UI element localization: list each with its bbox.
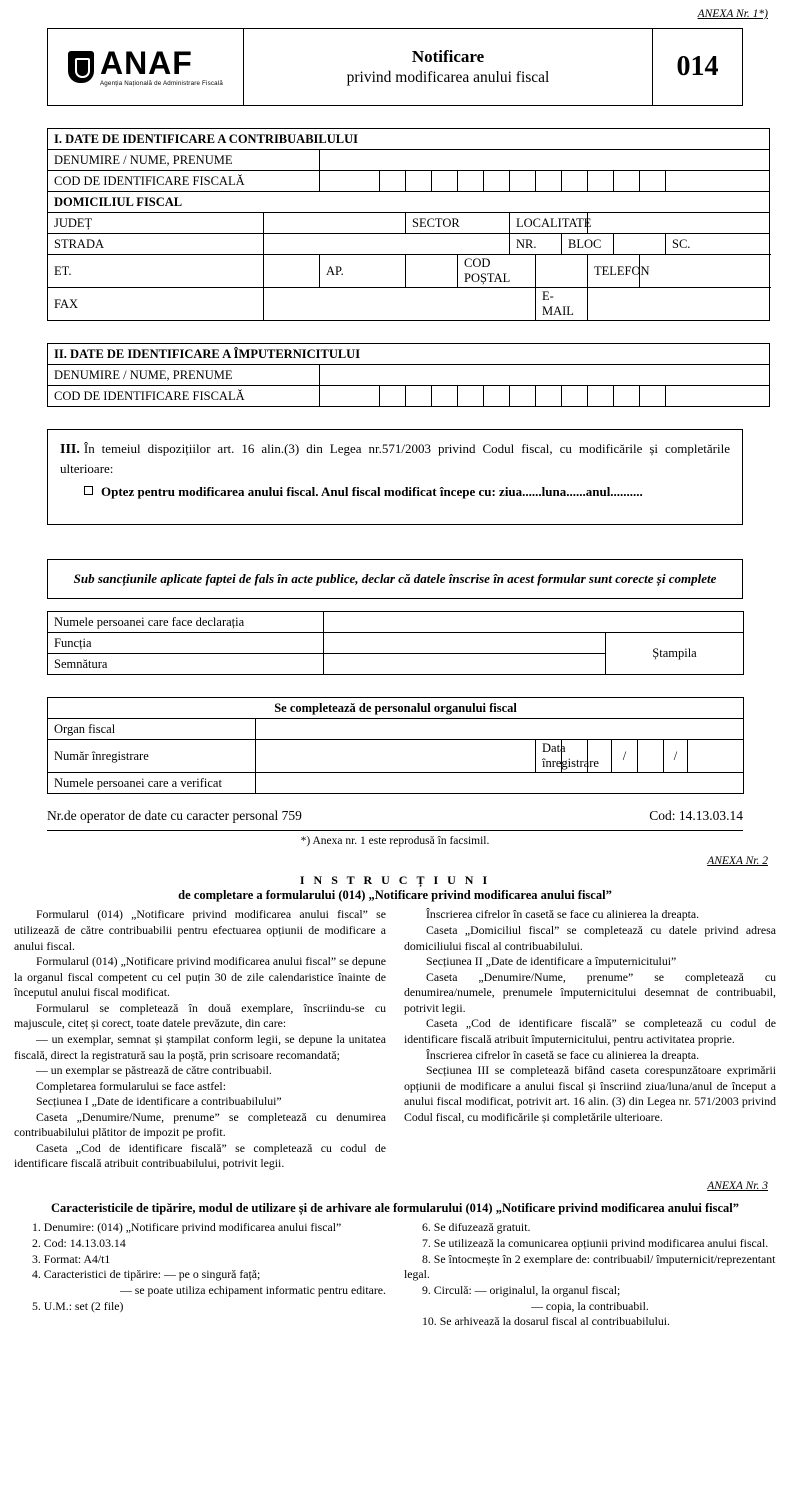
cif-box[interactable] <box>510 171 536 192</box>
ap-input[interactable] <box>406 255 458 288</box>
cif-box[interactable] <box>562 171 588 192</box>
rep-cif-label: COD DE IDENTIFICARE FISCALĂ <box>48 386 320 407</box>
instruction-paragraph: — un exemplar se păstrează de către contribuabil. <box>36 1063 272 1078</box>
checkbox-icon[interactable] <box>84 486 93 495</box>
characteristics-item: 7. Se utilizează la comunicarea opțiunii privind modificarea anului fiscal. <box>422 1235 769 1250</box>
section-3-intro: În temeiul dispozițiilor art. 16 alin.(3) din Legea nr.571/2003 privind Codul fiscal, cu modificările și completările ulterioare: <box>60 441 730 476</box>
characteristics-item: 5. U.M.: set (2 file) <box>32 1298 124 1313</box>
instructions-subtitle: de completare a formularului (014) „Notificare privind modificarea anului fiscal” <box>178 888 612 903</box>
signer-signature-input[interactable] <box>324 654 606 675</box>
verificator-input[interactable] <box>256 773 744 794</box>
form-code: 014 <box>652 29 742 105</box>
anaf-logo <box>48 29 244 105</box>
rep-cif-filler <box>320 386 380 407</box>
instructions-columns <box>14 907 776 1172</box>
strada-row <box>48 234 770 255</box>
organ-label: Organ fiscal <box>48 719 256 740</box>
telefon-input[interactable] <box>640 255 770 288</box>
bloc-input[interactable] <box>614 234 666 255</box>
email-input[interactable] <box>588 288 770 321</box>
telefon-label: TELEFON <box>588 255 640 288</box>
logo-subtitle: Agenția Națională de Administrare Fiscală <box>99 79 224 87</box>
cif-box[interactable] <box>484 171 510 192</box>
data-box-year[interactable] <box>688 740 744 773</box>
domicile-label: DOMICILIUL FISCAL <box>48 192 770 213</box>
signer-function-label: Funcția <box>48 633 324 654</box>
cif-box[interactable] <box>432 171 458 192</box>
declaration-text: Sub sancțiunile aplicate faptei de fals în acte publice, declar că datele înscrise în acest formular sunt corecte și complete <box>73 571 717 587</box>
strada-input[interactable] <box>264 234 510 255</box>
section-3-numeral: III. <box>60 442 80 457</box>
judet-row <box>48 213 770 234</box>
bloc-label: BLOC <box>562 234 614 255</box>
instruction-paragraph: Caseta „Denumire/Nume, prenume” se completează cu denumirea contribuabilului plătitor de impozit pe profit. <box>14 1109 386 1140</box>
characteristics-columns <box>14 1220 776 1330</box>
rep-cif-box[interactable] <box>588 386 614 407</box>
sc-label: SC. <box>666 234 770 255</box>
signer-name-row <box>48 612 744 633</box>
fax-input[interactable] <box>264 288 536 321</box>
signer-name-input[interactable] <box>324 612 744 633</box>
signer-function-input[interactable] <box>324 633 606 654</box>
et-label: ET. <box>48 255 264 288</box>
rep-cif-box[interactable] <box>380 386 406 407</box>
judet-input[interactable] <box>264 213 406 234</box>
rep-cif-box[interactable] <box>432 386 458 407</box>
instruction-paragraph: Secțiunea I „Date de identificare a contribuabilului” <box>36 1094 282 1109</box>
instruction-paragraph: Caseta „Denumire/Nume, prenume” se completează cu denumirea/numele, prenumele împuternicitului desemnat de contribuabil, potrivit legii. <box>404 969 776 1015</box>
form-header <box>47 28 743 106</box>
characteristics-item: 10. Se arhivează la dosarul fiscal al contribuabilului. <box>422 1314 670 1329</box>
localitate-input[interactable] <box>588 213 770 234</box>
cif-box-last[interactable] <box>666 171 770 192</box>
numar-input[interactable] <box>256 740 536 773</box>
stamp-label: Ștampila <box>606 633 744 675</box>
section-2-title-row <box>48 344 770 365</box>
nr-label: NR. <box>510 234 562 255</box>
name-label: DENUMIRE / NUME, PRENUME <box>48 150 320 171</box>
name-input[interactable] <box>320 150 770 171</box>
ap-label: AP. <box>320 255 406 288</box>
anexa-3-label: ANEXA Nr. 3 <box>707 1180 768 1193</box>
spacer <box>0 599 790 611</box>
localitate-label: LOCALITATE <box>510 213 588 234</box>
signer-signature-label: Semnătura <box>48 654 324 675</box>
instruction-paragraph: Secțiunea III se completează bifând caseta corespunzătoare exprimării opțiunii de modificare a anului fiscal și înscriind ziua/luna/anul de început a anului fiscal modificat, potrivit art. 16 alin. (3) din Legea nr. 571/2003 privind Codul fiscal, cu modificările și completările ulterioare. <box>404 1063 776 1124</box>
characteristics-item: 9. Circulă: — originalul, la organul fiscal; <box>422 1283 621 1298</box>
rep-name-input[interactable] <box>320 365 770 386</box>
data-label: Data înregistrare <box>542 741 599 771</box>
characteristics-item: — se poate utiliza echipament informatic pentru editare. <box>120 1283 386 1298</box>
rep-cif-box[interactable] <box>562 386 588 407</box>
strada-label: STRADA <box>48 234 264 255</box>
rep-cif-box[interactable] <box>458 386 484 407</box>
operator-note: Nr.de operator de date cu caracter personal 759 <box>47 808 302 824</box>
shield-icon <box>68 51 94 83</box>
declaration-box <box>47 559 743 599</box>
characteristics-item: — copia, la contribuabil. <box>531 1298 649 1313</box>
section-1-title: I. DATE DE IDENTIFICARE A CONTRIBUABILULUI <box>48 129 770 150</box>
logo-name: ANAF <box>99 44 193 81</box>
rep-cif-box[interactable] <box>640 386 666 407</box>
rep-cif-box[interactable] <box>510 386 536 407</box>
instructions-left-column <box>14 907 386 1172</box>
section-1-title-row <box>48 129 770 150</box>
characteristics-right-column <box>404 1220 776 1330</box>
cod-postal-input[interactable] <box>536 255 588 288</box>
facsimile-note: *) Anexa nr. 1 este reprodusă în facsimil. <box>47 830 743 847</box>
instruction-paragraph: Caseta „Cod de identificare fiscală” se completează cu codul de identificare fiscală atribuit contribuabilului, potrivit legii. <box>14 1140 386 1171</box>
section-3 <box>47 429 743 525</box>
section-3-option: Optez pentru modificarea anului fiscal. Anul fiscal modificat începe cu: ziua......luna......anul.......... <box>101 484 643 500</box>
et-row <box>48 255 770 288</box>
name-row <box>48 150 770 171</box>
data-separator-2: / <box>664 740 688 773</box>
characteristics-left-column <box>14 1220 386 1330</box>
cif-row <box>48 171 770 192</box>
numar-label: Număr înregistrare <box>48 740 256 773</box>
spacer <box>0 525 790 547</box>
characteristics-item: 3. Format: A4/t1 <box>32 1251 111 1266</box>
section-3-option-row[interactable] <box>60 483 730 502</box>
rep-name-label: DENUMIRE / NUME, PRENUME <box>48 365 320 386</box>
instruction-paragraph: Formularul (014) „Notificare privind modificarea anului fiscal” se utilizează de către contribuabilii pentru efectuarea opțiunii de modificare a anului fiscal. <box>14 907 386 953</box>
rep-cif-box[interactable] <box>614 386 640 407</box>
cif-filler <box>320 171 380 192</box>
rep-name-row <box>48 365 770 386</box>
instruction-paragraph: Înscrierea cifrelor în casetă se face cu alinierea la dreapta. <box>426 1047 700 1062</box>
instruction-paragraph: Caseta „Cod de identificare fiscală” se completează cu codul de identificare fiscală atribuit împuternicitului, pentru activitatea proprie. <box>404 1016 776 1046</box>
characteristics-title: Caracteristicile de tipărire, modul de utilizare și de arhivare ale formularului (014) „Notificare privind modificarea anului fiscal” <box>51 1201 739 1216</box>
spacer <box>0 321 790 343</box>
judet-label: JUDEȚ <box>48 213 264 234</box>
official-title-row <box>48 698 744 719</box>
verificator-row <box>48 773 744 794</box>
data-separator: / <box>612 740 638 773</box>
cif-label: COD DE IDENTIFICARE FISCALĂ <box>48 171 320 192</box>
official-table <box>47 697 744 794</box>
fax-label: FAX <box>48 288 264 321</box>
form-title <box>244 29 652 105</box>
signer-name-label: Numele persoanei care face declarația <box>48 612 324 633</box>
rep-cif-row <box>48 386 770 407</box>
section-2-title: II. DATE DE IDENTIFICARE A ÎMPUTERNICITULUI <box>48 344 770 365</box>
rep-cif-box-last[interactable] <box>666 386 770 407</box>
instruction-paragraph: Înscrierea cifrelor în casetă se face cu alinierea la dreapta. <box>426 907 700 922</box>
anexa-1-label: ANEXA Nr. 1*) <box>697 8 768 20</box>
spacer <box>0 407 790 429</box>
verificator-label: Numele persoanei care a verificat <box>48 773 256 794</box>
et-input[interactable] <box>264 255 320 288</box>
characteristics-item: 2. Cod: 14.13.03.14 <box>32 1235 126 1250</box>
organ-row <box>48 719 744 740</box>
spacer <box>0 106 790 128</box>
cif-box[interactable] <box>458 171 484 192</box>
signer-table <box>47 611 744 675</box>
data-box[interactable] <box>638 740 664 773</box>
numar-row <box>48 740 744 773</box>
cif-box[interactable] <box>614 171 640 192</box>
characteristics-item: 8. Se întocmește în 2 exemplare de: contribuabil/ împuternicit/reprezentant legal. <box>404 1251 776 1282</box>
spacer <box>0 675 790 697</box>
section-1-table <box>47 128 770 321</box>
cif-box[interactable] <box>640 171 666 192</box>
instructions-title: I N S T R U C Ț I U N I <box>299 873 491 888</box>
instructions-right-column <box>404 907 776 1172</box>
cif-box[interactable] <box>588 171 614 192</box>
signer-function-row <box>48 633 744 654</box>
spacer <box>0 547 790 559</box>
form-cod: Cod: 14.13.03.14 <box>649 808 743 824</box>
instruction-paragraph: Secțiunea II „Date de identificare a împuternicitului” <box>426 954 677 969</box>
fax-row <box>48 288 770 321</box>
data-label-cell <box>536 740 599 773</box>
instruction-paragraph: Completarea formularului se face astfel: <box>36 1078 226 1093</box>
cif-box[interactable] <box>536 171 562 192</box>
form-title-line1: Notificare <box>411 47 485 66</box>
characteristics-item: 1. Denumire: (014) „Notificare privind modificarea anului fiscal” <box>32 1220 342 1235</box>
rep-cif-box[interactable] <box>406 386 432 407</box>
sector-label: SECTOR <box>406 213 510 234</box>
form-footer <box>47 794 743 824</box>
anexa-2-label: ANEXA Nr. 2 <box>707 855 768 868</box>
organ-input[interactable] <box>256 719 744 740</box>
characteristics-item: 6. Se difuzează gratuit. <box>422 1220 531 1235</box>
rep-cif-box[interactable] <box>484 386 510 407</box>
email-label: E-MAIL <box>536 288 588 321</box>
cif-box[interactable] <box>380 171 406 192</box>
form-title-line2: privind modificarea anului fiscal <box>346 69 550 86</box>
instruction-paragraph: Formularul se completează în două exemplare, înscriindu-se cu majuscule, citeț și corect, toate datele prevăzute, din care: <box>14 1000 386 1031</box>
rep-cif-box[interactable] <box>536 386 562 407</box>
instruction-paragraph: Formularul (014) „Notificare privind modificarea anului fiscal” se depune la organul fiscal competent cu cel puțin 30 de zile calendaristice înainte de începutul anului fiscal modificat. <box>14 954 386 1000</box>
characteristics-item: 4. Caracteristici de tipărire: — pe o singură față; <box>32 1267 261 1282</box>
cif-box[interactable] <box>406 171 432 192</box>
instruction-paragraph: — un exemplar, semnat și ștampilat conform legii, se depune la unitatea fiscală, direct la registratură sau la poștă, prin scrisoare recomandată; <box>14 1031 386 1062</box>
instruction-paragraph: Caseta „Domiciliul fiscal” se completează cu datele privind adresa domiciliului fiscal al contribuabilului. <box>404 923 776 953</box>
section-3-intro-row <box>60 440 730 477</box>
cod-postal-label: COD POȘTAL <box>458 255 536 288</box>
official-title: Se completează de personalul organului fiscal <box>48 698 744 719</box>
domicile-row <box>48 192 770 213</box>
section-2-table <box>47 343 770 407</box>
